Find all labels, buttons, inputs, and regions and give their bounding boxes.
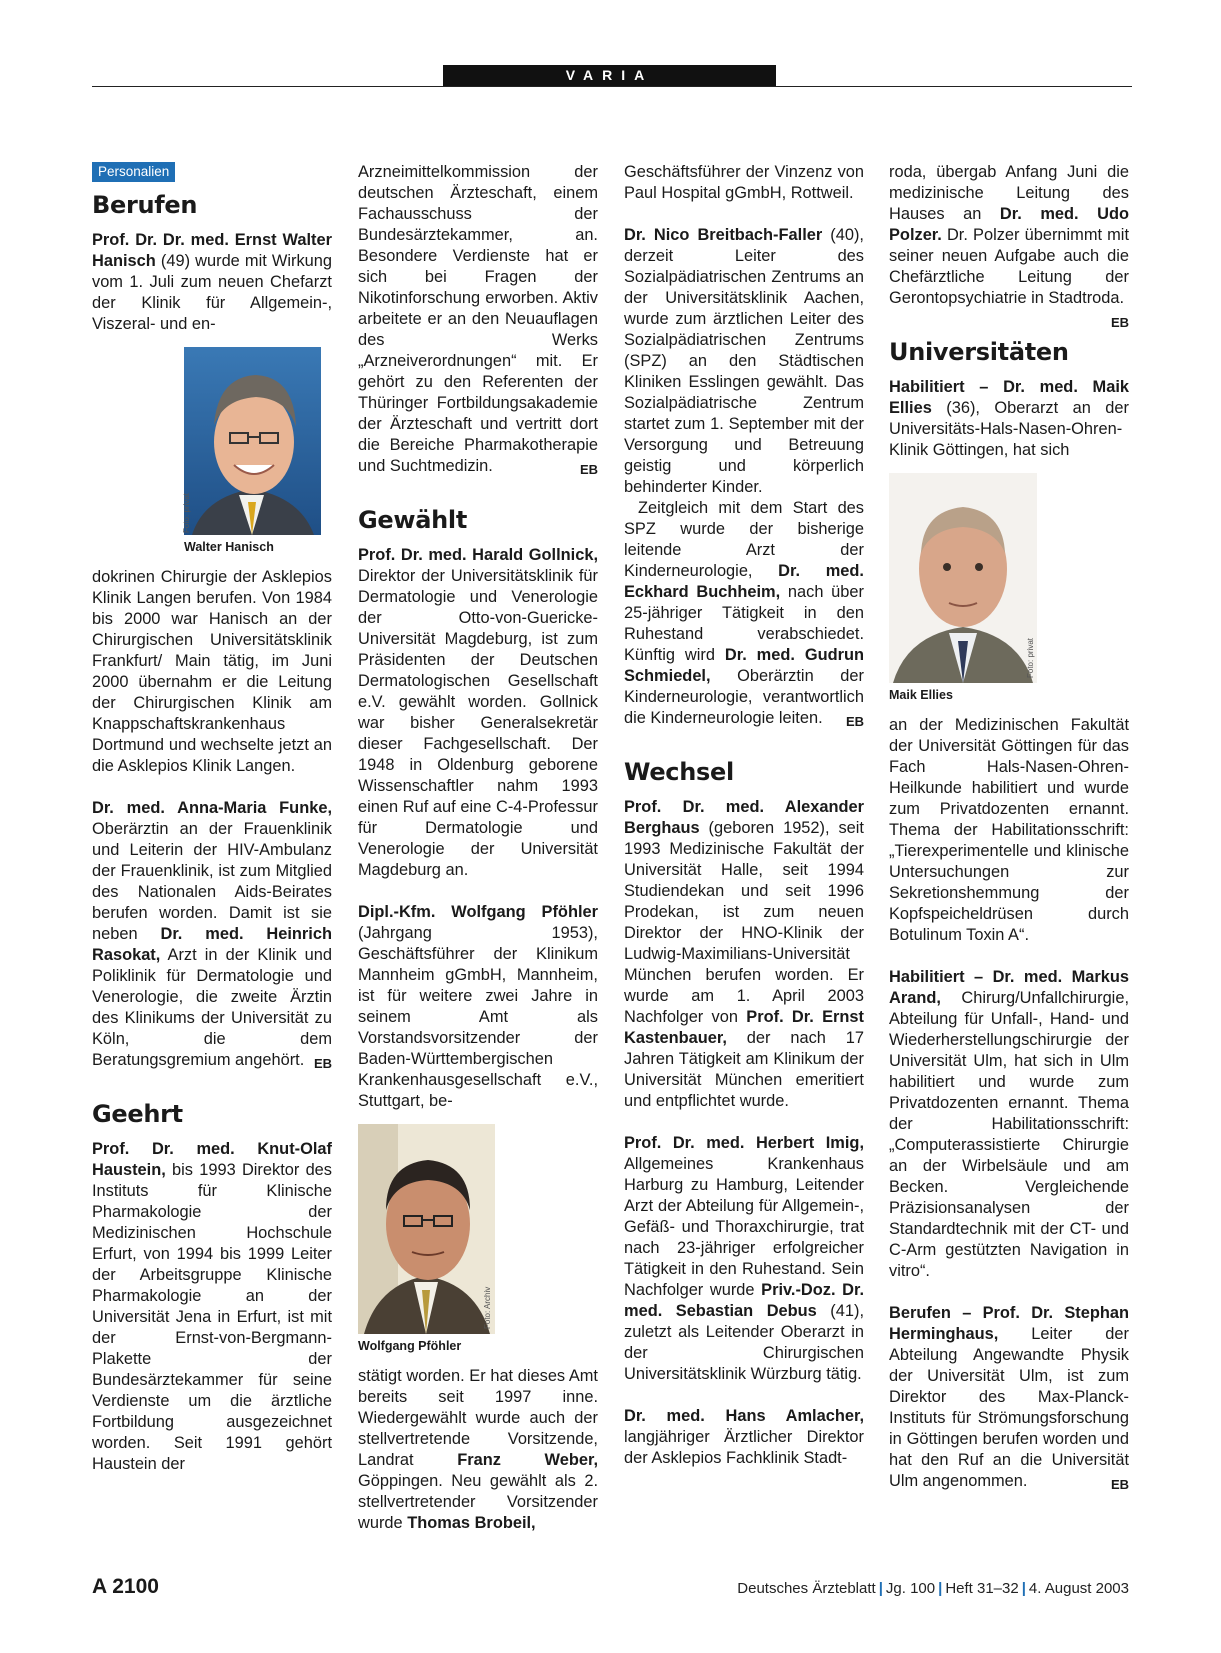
- article-amlacher: Dr. med. Hans Amlacher, langjähriger Ärztlicher Direktor der Asklepios Fachklinik Stadt-: [624, 1407, 864, 1467]
- author-initials: EB: [313, 1056, 332, 1071]
- photo-pfoehler: [358, 1124, 495, 1334]
- photo-hanisch: [184, 347, 321, 535]
- article-haustein-cont: Arzneimittelkommission der deutschen Ärzteschaft, einem Fachausschuss der Bundesärztekammer, an. Besondere Verdienste hat er sich bei Fragen der Nikotinforschung erworben. Aktiv arbeitete er an den Neuauflagen des Werks „Arzneiverordnungen“ mit. Er gehört zu den Referenten der Thüringer Fortbildungsakademie der Ärzteschaft und vertritt dort die Bereiche Pharmakotherapie und Suchtmedizin. EB: [358, 162, 598, 477]
- portrait-ellies-icon: [889, 473, 1037, 683]
- section-header: VARIA: [443, 65, 776, 86]
- header-rule: [92, 86, 1132, 87]
- photo-credit: Foto: Archiv: [483, 1286, 492, 1329]
- portrait-hanisch-icon: [184, 347, 321, 535]
- column-3: [624, 162, 864, 1469]
- heading-wechsel: Wechsel: [624, 758, 734, 786]
- article-ellies-cont: an der Medizinischen Fakultät der Universität Göttingen für das Fach Hals-Nasen-Ohren-Heilkunde habilitiert und wurde zum Privatdozenten ernannt. Thema der Habilitationsschrift: „Tierexperimentelle und klinische Untersuchungen zur Sekretionshemmung der Kopfspeicheldrüsen durch Botulinum Toxin A“.: [889, 716, 1129, 944]
- heading-geehrt: Geehrt: [92, 1100, 183, 1128]
- author-initials: EB: [1110, 315, 1129, 330]
- photo-caption: Maik Ellies: [889, 688, 953, 702]
- person-name: Prof. Dr. Dr. med. Ernst Walter Hanisch: [92, 231, 332, 270]
- photo-ellies: [889, 473, 1037, 683]
- photo-caption: Walter Hanisch: [184, 540, 274, 554]
- article-haustein: Prof. Dr. med. Knut-Olaf Haustein, bis 1993 Direktor des Instituts für Klinische Pharmakologie der Medizinischen Hochschule Erfurt, von 1994 bis 1999 Leiter der Arbeitsgruppe Klinische Pharmakologie an der Universität Jena in Erfurt, ist mit der Ernst-von-Bergmann-Plakette der Bundesärztekammer für seine Verdienste um die ärztliche Fortbildung ausgezeichnet worden. Seit 1991 gehört Haustein der: [92, 1140, 332, 1473]
- author-initials: EB: [845, 714, 864, 729]
- article-ellies: Habilitiert – Dr. med. Maik Ellies (36), Oberarzt an der Universitäts-Hals-Nasen-Ohren-Klinik Göttingen, hat sich: [889, 378, 1129, 459]
- article-hanisch: Prof. Dr. Dr. med. Ernst Walter Hanisch (49) wurde mit Wirkung vom 1. Juli zum neuen Chefarzt der Klinik für Allgemein-, Viszeral- und en-: [92, 231, 332, 333]
- issue: Heft 31–32: [945, 1580, 1019, 1597]
- article-spz: Zeitgleich mit dem Start des SPZ wurde der bisherige leitende Arzt der Kinderneurologie, Dr. med. Eckhard Buchheim, nach über 25-jähriger Tätigkeit in den Ruhestand verabschiedet. Künftig wird Dr. med. Gudrun Schmiedel, Oberärztin der Kinderneurologie, verantwortlich die Kinderneurologie leiten. EB: [624, 498, 864, 729]
- volume: Jg. 100: [885, 1580, 936, 1597]
- article-arand: Habilitiert – Dr. med. Markus Arand, Chirurg/Unfallchirurgie, Abteilung für Unfall-, Hand- und Wiederherstellungschirurgie der Universität Ulm, hat sich in Ulm habilitiert und wurde zum Privatdozenten ernannt. Thema der Habilitationsschrift: „Computerassistierte Chirurgie an der Wirbelsäule und am Becken. Vergleichende Präzisionsanalysen der Standardtechnik mit der CT- und C-Arm gestützten Navigation in vitro“.: [889, 968, 1129, 1280]
- heading-gewaehlt: Gewählt: [358, 506, 468, 534]
- author-initials: EB: [579, 462, 598, 477]
- photo-credit: Foto: privat: [1026, 637, 1035, 678]
- article-herminghaus: Berufen – Prof. Dr. Stephan Herminghaus, Leiter der Abteilung Angewandte Physik der Universität Ulm, ist zum Direktor des Max-Planck-Instituts für Strömungsforschung in Göttingen berufen worden und hat den Ruf an die Universität Ulm angenommen. EB: [889, 1303, 1129, 1492]
- article-berghaus: Prof. Dr. med. Alexander Berghaus (geboren 1952), seit 1993 Medizinische Fakultät der Universität Halle, seit 1994 Studiendekan und seit 1996 Prodekan, ist zum neuen Direktor der HNO-Klinik der Ludwig-Maximilians-Universität München berufen worden. Er wurde am 1. April 2003 Nachfolger von Prof. Dr. Ernst Kastenbauer, der nach 17 Jahren Tätigkeit am Klinikum der Universität München emeritiert und entpflichtet wurde.: [624, 798, 864, 1110]
- photo-credit: Foto: privat: [182, 492, 191, 533]
- issue-date: 4. August 2003: [1028, 1580, 1129, 1597]
- column-4: [889, 162, 1129, 1495]
- journal-name: Deutsches Ärzteblatt: [737, 1580, 876, 1597]
- page-number: A 2100: [92, 1575, 159, 1598]
- article-funke: Dr. med. Anna-Maria Funke, Oberärztin an der Frauenklinik und Leiterin der HIV-Ambulanz der Frauenklinik, ist zum Mitglied des Nationalen Aids-Beirates berufen worden. Damit ist sie neben Dr. med. Heinrich Rasokat, Arzt in der Klinik und Poliklinik für Dermatologie und Venerologie, die zweite Ärztin des Klinikums der Universität zu Köln, die dem Beratungsgremium angehört. EB: [92, 798, 332, 1071]
- article-gollnick: Prof. Dr. med. Harald Gollnick, Direktor der Universitätsklinik für Dermatologie und Venerologie der Otto-von-Guericke-Universität Magdeburg, ist zum Präsidenten der Deutschen Dermatologischen Gesellschaft e.V. gewählt worden. Gollnick war bisher Generalsekretär dieser Fachgesellschaft. Der 1948 in Oldenburg geborene Wissenschaftler nahm 1993 einen Ruf auf eine C-4-Professur für Dermatologie und Venerologie der Universität Magdeburg an.: [358, 546, 598, 879]
- article-amlacher-cont: roda, übergab Anfang Juni die medizinische Leitung des Hauses an Dr. med. Udo Polzer. Dr. Polzer übernimmt mit seiner neuen Aufgabe auch die Chefärztliche Leitung der Gerontopsychiatrie in Stadtroda. EB: [889, 162, 1129, 309]
- article-pfoehler: Dipl.-Kfm. Wolfgang Pföhler (Jahrgang 1953), Geschäftsführer der Klinikum Mannheim gGmbH, Mannheim, ist für weitere zwei Jahre in seinem Amt als Vorstandsvorsitzender der Baden-Württembergischen Krankenhausgesellschaft e.V., Stuttgart, be-: [358, 903, 598, 1110]
- section-tag: Personalien: [92, 162, 175, 182]
- article-pfoehler-cont: stätigt worden. Er hat dieses Amt bereits seit 1997 inne. Wiedergewählt wurde auch der stellvertretende Vorsitzende, Landrat Franz Weber, Göppingen. Neu gewählt als 2. stellvertretender Vorsitzender wurde Thomas Brobeil,: [358, 1367, 598, 1532]
- author-initials: EB: [1110, 1477, 1129, 1492]
- footer-citation: Deutsches Ärzteblatt | Jg. 100 | Heft 31–32 | 4. August 2003: [737, 1580, 1129, 1597]
- heading-universitaeten: Universitäten: [889, 338, 1069, 366]
- column-1: [92, 162, 332, 1475]
- article-hanisch-cont: dokrinen Chirurgie der Asklepios Klinik Langen berufen. Von 1984 bis 2000 war Hanisch an der Chirurgischen Universitätsklinik Frankfurt/ Main tätig, im Juni 2000 übernahm er die Leitung der Chirurgischen Klinik am Knappschaftskrankenhaus Dortmund und wechselte jetzt an die Asklepios Klinik Langen.: [92, 568, 332, 775]
- column-2: [358, 162, 598, 1534]
- article-breitbach: Dr. Nico Breitbach-Faller (40), derzeit Leiter des Sozialpädiatrischen Zentrums an der Universitätsklinik Aachen, wurde zum ärztlichen Leiter des Sozialpädiatrischen Zentrums (SPZ) an den Städtischen Kliniken Esslingen gewählt. Das Sozialpädiatrische Zentrum startet zum 1. September mit der Versorgung und Betreuung geistig und körperlich behinderter Kinder.: [624, 226, 864, 496]
- portrait-pfoehler-icon: [358, 1124, 495, 1334]
- article-imig: Prof. Dr. med. Herbert Imig, Allgemeines Krankenhaus Harburg zu Hamburg, Leitender Arzt der Abteilung für Allgemein-, Gefäß- und Thoraxchirurgie, trat nach 23-jähriger erfolgreicher Tätigkeit in den Ruhestand. Sein Nachfolger wurde Priv.-Doz. Dr. med. Sebastian Debus (41), zuletzt als Leitender Oberarzt in der Chirurgischen Universitätsklinik Würzburg tätig.: [624, 1134, 865, 1383]
- photo-caption: Wolfgang Pföhler: [358, 1339, 462, 1353]
- article-brobeil-cont: Geschäftsführer der Vinzenz von Paul Hospital gGmbH, Rottweil.: [624, 163, 864, 202]
- heading-berufen: Berufen: [92, 191, 198, 219]
